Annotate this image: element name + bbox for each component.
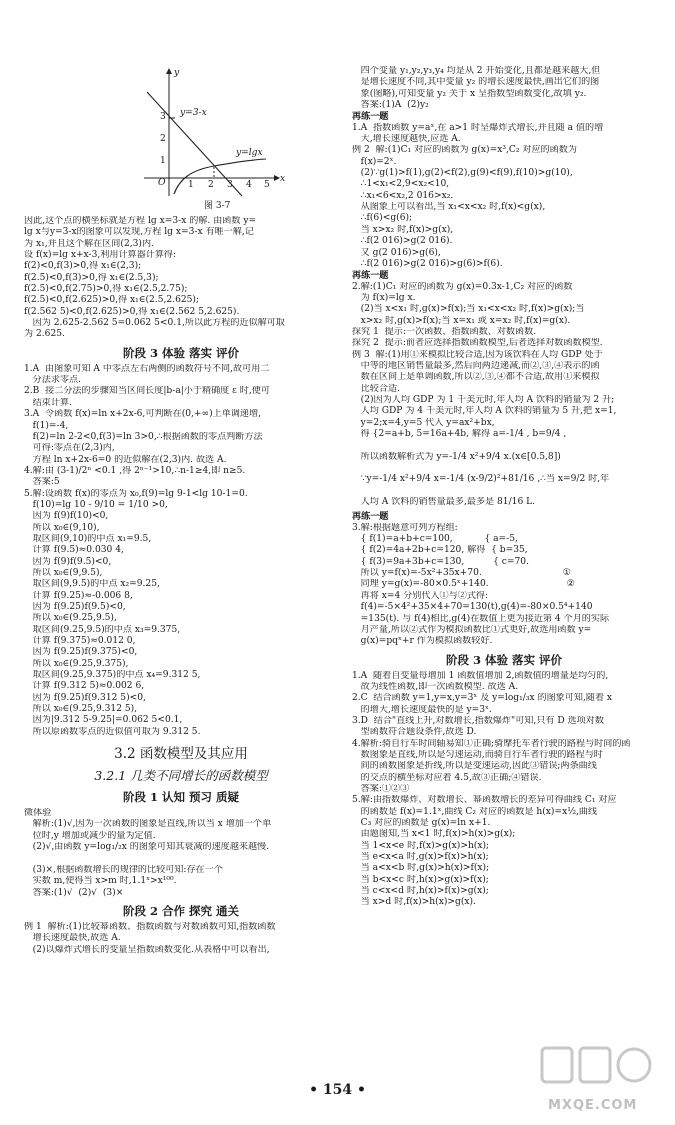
watermark-text: MXQE.COM — [548, 1098, 638, 1113]
text-line: 方程 ln x+2x-6=0 的近似解在(2,3)内. 故选 A. — [24, 454, 227, 465]
text-line: 分法求零点. — [24, 375, 82, 386]
text-line: ∴x₁<6<x₂,2 016>x₂. — [352, 190, 454, 201]
text-line: 当 a<x<b 时,g(x)>h(x)>f(x); — [352, 863, 490, 874]
text-line: 3.D 结合"直线上升,对数增长,指数爆炸"可知,只有 D 选项对数 — [352, 715, 604, 726]
text-line: 3.解:根据题意可列方程组: — [352, 522, 458, 533]
y-axis-label: y — [174, 68, 180, 78]
text-line: 因此,这个点的横坐标就是方程 lg x=3-x 的解. 由函数 y= — [24, 216, 257, 226]
text-line: 答案:①②③ — [352, 783, 410, 794]
text-line: 1.A 由图象可知 A 中零点左右两侧的函数符号不同,故可用二 — [24, 363, 270, 374]
text-line: 4.解析:骑自行车时间轴易知①正确;骑摩托车者行驶的路程与时间的函 — [352, 738, 631, 749]
text-line: 数在区间上是单调函数,所以②,③,④都不合适,故用①来模拟 — [352, 372, 600, 383]
text-line: f(2.562 5)<0,f(2.625)>0,得 x₁∈(2.562 5,2.625). — [24, 306, 240, 317]
text-line: 2.解:(1)C₁ 对应的函数为 g(x)=0.3x-1,C₂ 对应的函数 — [352, 281, 573, 292]
text-line: 大,增长速度越快,应选 A. — [352, 134, 461, 145]
text-line: 人均 A 饮料的销售量最多,最多是 81/16 L. — [352, 497, 536, 508]
text-line: 当 x>d 时,f(x)>h(x)>g(x). — [352, 897, 476, 908]
text-line: 同理 y=g(x)=-80×0.5ˣ+140. ② — [352, 579, 575, 590]
ytick-1: 1 — [160, 156, 166, 166]
xtick-4: 4 — [246, 180, 252, 190]
text-line: 设 f(x)=lg x+x-3,利用计算器计算得: — [24, 250, 177, 261]
text-line: 中等的地区销售量最多,然后向两边递减,而②,③,④表示的函 — [352, 360, 600, 371]
text-line: 取区间(9.25,9.5)的中点 x₃=9.375, — [24, 624, 181, 635]
section-3-2-1-title: 3.2.1 几类不同增长的函数模型 — [94, 768, 268, 784]
graph-svg — [24, 66, 338, 216]
text-line: f(2.5)<0,f(3)>0,得 x₁∈(2.5,3); — [24, 272, 159, 283]
page-number: • 154 • — [309, 1082, 366, 1098]
text-line: ∴f(2 016)>g(2 016). — [352, 236, 453, 247]
text-line: 型函数符合题设条件,故选 D. — [352, 727, 477, 738]
text-line: 再练一题 — [352, 511, 389, 523]
right-mid-block — [352, 511, 656, 647]
text-line: 答案:(1)√ (2)√ (3)× — [24, 887, 124, 898]
text-line: y=2;x=4,y=5 代入 y=ax²+bx, — [352, 417, 495, 428]
text-line — [352, 440, 656, 451]
text-line: 当 b<x<c 时,h(x)>g(x)>f(x); — [352, 874, 489, 885]
text-line: 再练一题 — [352, 111, 389, 123]
text-line: 可得:零点在(2,3)内, — [24, 443, 115, 454]
text-line: 当 1<x<e 时,f(x)>g(x)>h(x); — [352, 840, 490, 851]
text-line: (2)当 x<x₁ 时,g(x)>f(x);当 x₁<x<x₂ 时,f(x)>g(x);当 — [352, 304, 585, 315]
stage-3-heading-right: 阶段 3 体验 落实 评价 — [445, 652, 562, 667]
left-mid-block — [24, 364, 338, 738]
left-end-block — [24, 922, 338, 956]
text-line: 实数 m,使得当 x>m 时,1.1ˣ>x¹⁰⁰. — [24, 876, 177, 887]
text-line: x>x₂ 时,g(x)>f(x);当 x=x₁ 或 x=x₂ 时,f(x)=g(x). — [352, 315, 571, 326]
text-line: 所以 x₀∈(9,10), — [24, 522, 100, 533]
xtick-1: 1 — [188, 180, 194, 190]
text-line: 象(图略),可知变量 y₂ 关于 x 呈指数型函数变化,故填 y₂. — [352, 88, 587, 99]
text-line: 所以原函数零点的近似值可取为 9.312 5. — [24, 726, 201, 737]
right-column — [352, 66, 656, 909]
left-bot-block — [24, 808, 338, 899]
x-axis-label: x — [280, 174, 286, 184]
text-line: 计算 f(9.375)≈0.012 0, — [24, 636, 136, 647]
text-line: ∴1<x₁<2,9<x₂<10, — [352, 179, 450, 190]
text-line: f(10)=lg 10 - 9/10 = 1/10 >0, — [24, 499, 168, 510]
ytick-2: 2 — [160, 134, 166, 144]
text-line: 所以函数解析式为 y=-1/4 x²+9/4 x.(x∈[0.5,8]) — [352, 451, 561, 462]
text-line: 得 {2=a+b, 5=16a+4b, 解得 a=-1/4 , b=9/4 , — [352, 429, 567, 439]
text-line: 探究 2 提示:前者应选择指数函数模型,后者选择对数函数模型. — [352, 338, 603, 349]
text-line: 间的函数图象是折线,所以是变速运动,因此③错误;两条曲线 — [352, 761, 597, 772]
text-line — [352, 486, 656, 497]
text-line: { f(1)=a+b+c=100, { a=-5, — [352, 534, 518, 545]
text-line: 当 c<x<d 时,h(x)>f(x)>g(x); — [352, 886, 489, 897]
text-line: 的函数是 f(x)=1.1ˣ,曲线 C₂ 对应的函数是 h(x)=x½,曲线 — [352, 806, 598, 817]
text-line: 例 1 解析:(1)比较幂函数、指数函数与对数函数可知,指数函数 — [24, 921, 276, 932]
text-line: 故为线性函数,即一次函数模型. 故选 A. — [352, 681, 519, 692]
text-line: 数图象是直线,所以是匀速运动,而骑自行车者行驶的路程与时 — [352, 749, 603, 760]
text-line: 所以 x₀∈(9.25,9.312 5), — [24, 704, 138, 715]
text-line: 所以 x₀∈(9,9.5), — [24, 567, 103, 578]
stage-3-heading: 阶段 3 体验 落实 评价 — [122, 345, 239, 360]
text-line: { f(2)=4a+2b+c=120, 解得 { b=35, — [352, 545, 528, 556]
left-top-block — [24, 216, 338, 341]
text-line: 增长速度最快,故选 A. — [24, 933, 121, 944]
text-line: g(x)=pqˣ+r 作为模拟函数较好. — [352, 636, 493, 647]
text-line: 取区间(9.25,9.375)的中点 x₄=9.312 5, — [24, 670, 201, 681]
text-line: 再练一题 — [352, 270, 389, 282]
line-label: y=3-x — [180, 108, 207, 118]
text-line: 计算 f(9.25)≈-0.006 8, — [24, 590, 133, 601]
text-line: 的交点的横坐标对应着 4.5,故③正确;④错误. — [352, 772, 542, 783]
text-line: 4.解:由 (3-1)/2ⁿ <0.1 ,得 2ⁿ⁻¹>10,∴n-1≥4,即 n≥5. — [24, 465, 246, 476]
text-line: 答案:5 — [24, 477, 60, 488]
text-line: 为 f(x)=lg x. — [352, 292, 416, 303]
text-line: lg x与y=3-x的图象可以发现,方程 lg x=3-x 有唯一解,记 — [24, 227, 254, 238]
stage-2-heading: 阶段 2 合作 探究 通关 — [122, 903, 239, 918]
text-line: 因为 f(9.25)f(9.312 5)<0, — [24, 692, 146, 703]
text-line: 2.B 接二分法的步骤知当区间长度|b-a|小于精确度 ε 时,便可 — [24, 386, 270, 397]
text-line: (2)因为人均 GDP 为 1 千美元时,年人均 A 饮料的销量为 2 升; — [352, 394, 615, 405]
figure-3-7 — [24, 66, 338, 216]
text-line: 3.A 令函数 f(x)=ln x+2x-6,可判断在(0,+∞)上单调递增, — [24, 409, 262, 420]
text-line: 2.C 结合函数 y=1,y=x,y=3ˣ 及 y=log₁/₃x 的图象可知,随着 x — [352, 693, 613, 704]
xtick-2: 2 — [208, 180, 214, 190]
text-line: f(2.5)<0,f(2.625)>0,得 x₁∈(2.5,2.625); — [24, 295, 200, 306]
text-line: 因为 f(9)f(9.5)<0, — [24, 556, 112, 567]
text-line: f(2)<0,f(3)>0,得 x₁∈(2,3); — [24, 261, 142, 272]
text-line: 所以 x₀∈(9.25,9.375), — [24, 658, 129, 669]
text-line: 因为 2.625-2.562 5=0.062 5<0.1,所以此方程的近似解可取 — [24, 318, 285, 329]
text-line: (2)∵g(1)>f(1),g(2)<f(2),g(9)<f(9),f(10)>g(10), — [352, 168, 573, 179]
text-line: C₃ 对应的函数是 g(x)=ln x+1. — [352, 818, 491, 828]
stage-1-heading: 阶段 1 认知 预习 质疑 — [122, 790, 239, 805]
text-line: 探究 1 提示:一次函数、指数函数、对数函数. — [352, 326, 537, 337]
text-line: 比较合适. — [352, 383, 400, 394]
text-line: 又 g(2 016)>g(6), — [352, 247, 441, 258]
text-line: (2)以爆炸式增长的变量呈指数函数变化.从表格中可以看出, — [24, 944, 270, 955]
text-line — [352, 463, 656, 474]
text-line: 例 3 解:(1)用①来模拟比较合适,因为该饮料在人均 GDP 处于 — [352, 349, 603, 360]
text-line: 所以 x₀∈(9.25,9.5), — [24, 613, 117, 624]
text-line: 例 2 解:(1)C₁ 对应的函数为 g(x)=x³,C₂ 对应的函数为 — [352, 145, 577, 156]
log-label: y=lgx — [236, 148, 263, 158]
text-line: 5.解:设函数 f(x)的零点为 x₀,f(9)=lg 9-1<lg 10-1=0. — [24, 488, 248, 499]
text-line: 的增大,增长速度最快的是 y=3ˣ. — [352, 704, 492, 715]
text-line: =135(t). 与 f(4)相比,g(4)在数值上更为接近第 4 个月的实际 — [352, 613, 610, 624]
text-line: 因为|9.312 5-9.25|=0.062 5<0.1, — [24, 715, 183, 726]
ytick-3: 3 — [160, 112, 166, 122]
text-line: ∴f(6)<g(6); — [352, 213, 413, 224]
text-line: 因为 f(9.25)f(9.375)<0, — [24, 647, 138, 658]
right-bot-block — [352, 671, 656, 909]
text-line: 当 e<x<a 时,g(x)>f(x)>h(x); — [352, 852, 489, 863]
text-line: 月产量,所以②式作为模拟函数比①式更好,故选用函数 y= — [352, 624, 592, 635]
text-line: 为 2.625. — [24, 329, 65, 340]
text-line: 解析:(1)√,因为一次函数的图象是直线,所以当 x 增加一个单 — [24, 819, 272, 830]
origin-label: O — [158, 178, 166, 188]
xtick-5: 5 — [264, 180, 270, 190]
text-line: 所以 y=f(x)=-5x²+35x+70. ① — [352, 568, 571, 579]
right-top-block — [352, 66, 656, 508]
text-line: (3)×,根据函数增长的规律的比较可知:存在一个 — [24, 864, 223, 875]
text-line: 答案:(1)A (2)y₂ — [352, 100, 429, 111]
text-line: 1.A 随着自变量每增加 1 函数值增加 2,函数值的增量是均匀的, — [352, 670, 609, 681]
text-line: f(1)=-4, — [24, 420, 69, 431]
text-line: 微体验 — [24, 808, 52, 819]
text-line: f(2.5)<0,f(2.75)>0,得 x₁∈(2.5,2.75); — [24, 284, 188, 295]
text-line: 当 x>x₂ 时,f(x)>g(x), — [352, 224, 454, 235]
text-line: 人均 GDP 为 4 千美元时,年人均 A 饮料的销量为 5 升,把 x=1, — [352, 406, 617, 417]
text-line: 为 x₁,并且这个解在区间(2,3)内. — [24, 238, 154, 249]
text-line — [24, 854, 338, 865]
text-line: 是增长速度不同,其中变量 y₂ 的增长速度最快,画出它们的图 — [352, 77, 600, 88]
text-line: 计算 f(9.312 5)≈0.002 6, — [24, 681, 145, 692]
text-line: { f(3)=9a+3b+c=130, { c=70. — [352, 556, 529, 567]
text-line: 计算 f(9.5)≈0.030 4, — [24, 545, 124, 556]
text-line: 取区间(9,9.5)的中点 x₂=9.25, — [24, 579, 160, 590]
text-line: f(x)=2ˣ. — [352, 156, 397, 167]
text-line: 取区间(9,10)的中点 x₁=9.5, — [24, 533, 152, 544]
section-3-2-title: 3.2 函数模型及其应用 — [114, 746, 248, 763]
text-line: 四个变量 y₁,y₂,y₃,y₄ 均是从 2 开始变化,且都是越来越大,但 — [352, 66, 601, 76]
text-line: 结束计算. — [24, 397, 72, 408]
text-line: 5.解:由指数爆炸、对数增长、幂函数增长的差异可得曲线 C₁ 对应 — [352, 795, 617, 806]
text-line: f(4)=-5×4²+35×4+70=130(t),g(4)=-80×0.5⁴+140 — [352, 602, 593, 613]
figure-caption: 图 3-7 — [204, 201, 231, 211]
text-line: (2)√,由函数 y=log₁/₂x 的图象可知其衰减的速度越来越慢. — [24, 842, 270, 853]
left-column — [24, 66, 338, 956]
text-line: 位时,y 增加或减少的量为定值. — [24, 830, 156, 841]
text-line: ∴f(2 016)>g(2 016)>g(6)>f(6). — [352, 258, 503, 269]
text-line: f(2)=ln 2-2<0,f(3)=ln 3>0,∴根据函数的零点判断方法 — [24, 431, 263, 442]
text-line: 从图象上可以看出,当 x₁<x<x₂ 时,f(x)<g(x), — [352, 202, 546, 213]
text-line: ∵y=-1/4 x²+9/4 x=-1/4 (x-9/2)²+81/16 ,∴当 x=9/2 时,年 — [352, 474, 610, 485]
xtick-3: 3 — [227, 180, 233, 190]
text-line: 因为 f(9)f(10)<0, — [24, 511, 109, 522]
text-line: 因为 f(9.25)f(9.5)<0, — [24, 602, 126, 612]
text-line: 由题图知,当 x<1 时,f(x)>h(x)>g(x); — [352, 829, 516, 840]
text-line: 1.A 指数函数 y=aˣ,在 a>1 时呈爆炸式增长,并且随 a 值的增 — [352, 122, 604, 133]
text-line: 再将 x=4 分别代入①与②式得: — [352, 590, 489, 601]
